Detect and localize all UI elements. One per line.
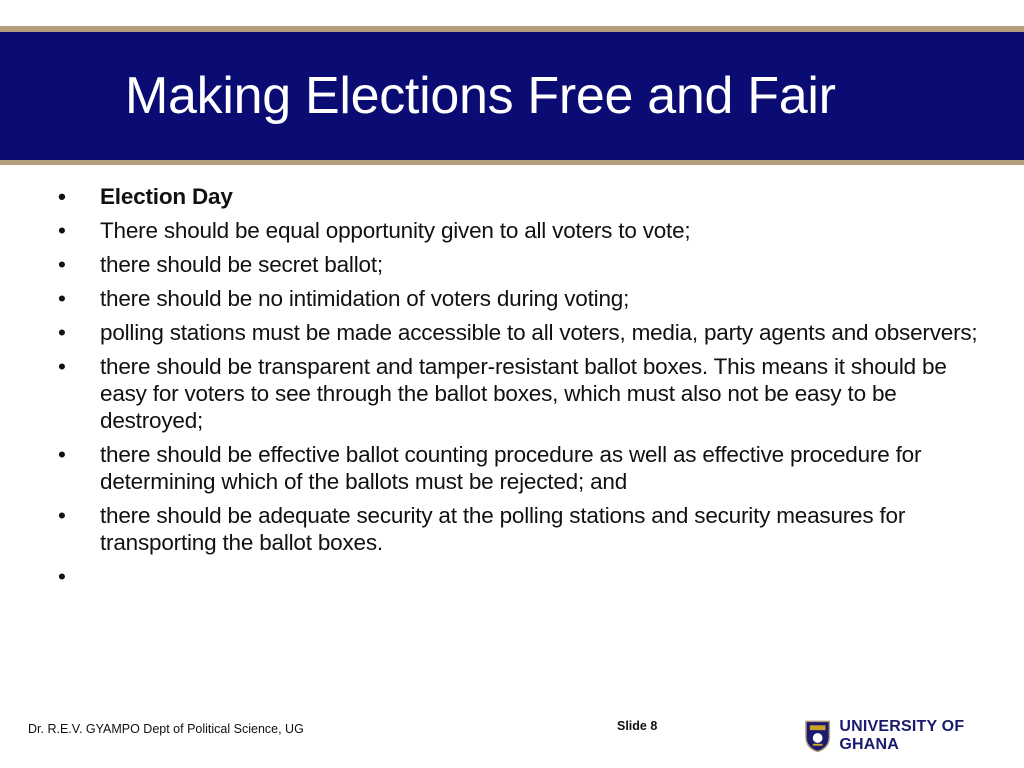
bullet-item: • there should be adequate security at the polling stations and security measures for transporting the ballot boxes. bbox=[58, 502, 978, 556]
slide-number: Slide 8 bbox=[617, 719, 658, 733]
footer-author: Dr. R.E.V. GYAMPO Dept of Political Science, UG bbox=[28, 722, 304, 736]
bullet-list bbox=[58, 183, 978, 556]
title-bar bbox=[0, 32, 1024, 160]
bullet-item: • there should be effective ballot counting procedure as well as effective procedure for determining which of the ballots must be rejected; and bbox=[58, 441, 978, 495]
slide-content bbox=[58, 183, 978, 563]
university-crest-icon bbox=[804, 719, 831, 753]
bullet-item: • There should be equal opportunity given to all voters to vote; bbox=[58, 217, 978, 244]
university-logo bbox=[804, 718, 1024, 754]
bullet-item: • there should be no intimidation of voters during voting; bbox=[58, 285, 978, 312]
bullet-item: • there should be transparent and tamper-resistant ballot boxes. This means it should be easy for voters to see through the ballot boxes, which must also not be easy to be destroyed; bbox=[58, 353, 978, 434]
logo-text: UNIVERSITY OF GHANA bbox=[839, 718, 965, 753]
bullet-item-heading: • Election Day bbox=[58, 183, 978, 210]
slide-title: Making Elections Free and Fair bbox=[125, 67, 836, 125]
bullet-item: • there should be secret ballot; bbox=[58, 251, 978, 278]
bullet-item: • polling stations must be made accessible to all voters, media, party agents and observers; bbox=[58, 319, 978, 346]
bottom-accent-band bbox=[0, 160, 1024, 165]
